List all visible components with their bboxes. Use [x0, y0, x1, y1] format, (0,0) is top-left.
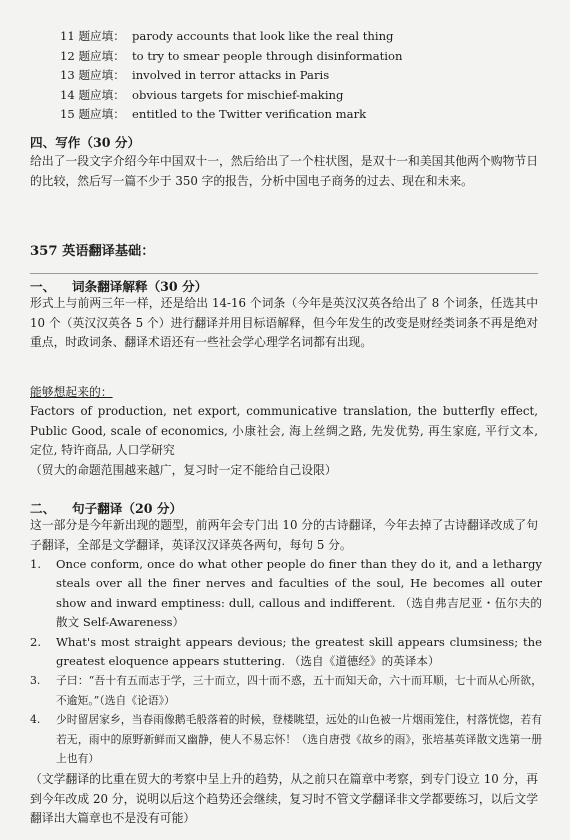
item-text: 少时留居家乡，当春雨像鹅毛般落着的时候，登楼眺望，远处的山色被一片烟雨笼住，村落恍惚，若有若无，雨中的原野新鲜而又幽静，使人不易忘怀！（选自唐弢《故乡的雨》，张培基英译散文选第一册上也有） [56, 713, 542, 766]
question-number: 12 题应填： [60, 48, 125, 63]
answer-text: obvious targets for mischief-making [132, 87, 344, 102]
item-number: 3. [30, 674, 41, 688]
sentence-item [30, 710, 542, 768]
question-number: 11 题应填： [60, 29, 125, 43]
item-text: Once conform, once do what other people do finer than they do it, and a lethargy steals over all the finer nerves and faculties of the soul, He becomes all outer show and inward emptiness: dull, callous and indifferent. （选自弗吉尼亚・伍尔夫的散文 Self-Awareness） [56, 557, 542, 630]
item-text: 子曰：“吾十有五而志于学，三十而立，四十而不惑，五十而知天命，六十而耳顺，七十而从心所欲，不逾矩。”（选自《论语》） [56, 674, 542, 707]
question-number: 15 题应填： [60, 107, 125, 121]
section2-paragraph: 这一部分是今年新出现的题型，前两年会专门出 10 分的古诗翻译，今年去掉了古诗翻译改成了句子翻译，全部是文学翻译，英译汉汉译英各两句，每句 5 分。 [30, 518, 538, 552]
section1-note: （贸大的命题范围越来越广，复习时一定不能给自己设限） [30, 463, 337, 477]
fill-answer-row [60, 67, 402, 87]
writing-heading: 四、写作（30 分） [30, 135, 141, 150]
section2-number: 二、 [30, 501, 56, 516]
item-number: 2. [30, 634, 42, 649]
fill-answer-row [60, 106, 402, 126]
item-number: 4. [30, 713, 41, 727]
section1-title: 词条翻译解释（30 分） [72, 279, 208, 294]
sentence-item [30, 555, 542, 633]
section2-heading [30, 498, 182, 517]
recall-label [30, 383, 538, 403]
section1-paragraph: 形式上与前两三年一样，还是给出 14-16 个词条（今年是英汉汉英各给出了 8 个词条，任选其中 10 个（英汉汉英各 5 个）进行翻译并用目标语解释，但今年发生的改变是财经类词条不再是绝对重点，时政词条、翻译术语还有一些社会学心理学名词都有出现。 [30, 296, 538, 350]
sentence-list [30, 555, 542, 768]
answer-text: involved in terror attacks in Paris [132, 68, 330, 82]
fill-answer-row [60, 48, 402, 68]
course-title: 357 英语翻译基础： [30, 244, 155, 259]
section1-number: 一、 [30, 279, 56, 294]
item-text: What's most straight appears devious; the greatest skill appears clumsiness; the greatest eloquence appears stuttering. （选自《道德经》的英译本） [56, 634, 542, 669]
writing-paragraph: 给出了一段文字介绍今年中国双十一，然后给出了一个柱状图，是双十一和美国其他两个购物节日的比较，然后写一篇不少于 350 字的报告，分析中国电子商务的过去、现在和未来。 [30, 154, 538, 188]
fill-answer-list [60, 28, 402, 126]
recall-label-text: 能够想起来的： [30, 385, 113, 399]
closing-note: （文学翻译的比重在贸大的考察中呈上升的趋势，从之前只在篇章中考察，到专门设立 10 分，再到今年改成 20 分，说明以后这个趋势还会继续，复习时不管文学翻译非文学都要练习，以后文学翻译出大篇章也不是没有可能） [30, 772, 538, 826]
question-number: 13 题应填： [60, 68, 125, 82]
recall-terms: Factors of production, net export, communicative translation, the butterfly effect, Public Good, scale of economics, 小康社会, 海上丝绸之路, 先发优势, 再生家庭, 平行文本, 定位, 特许商品, 人口学研究 [30, 404, 538, 458]
answer-text: to try to smear people through disinformation [132, 48, 403, 63]
fill-answer-row [60, 87, 402, 107]
fill-answer-row [60, 28, 402, 48]
section1-heading [30, 276, 207, 295]
answer-text: entitled to the Twitter verification mark [132, 107, 367, 121]
section2-title: 句子翻译（20 分） [72, 501, 183, 516]
question-number: 14 题应填： [60, 87, 125, 102]
answer-text: parody accounts that look like the real thing [132, 29, 394, 43]
sentence-item [30, 671, 542, 710]
item-number: 1. [30, 557, 42, 571]
divider [30, 273, 538, 274]
sentence-item [30, 633, 542, 672]
